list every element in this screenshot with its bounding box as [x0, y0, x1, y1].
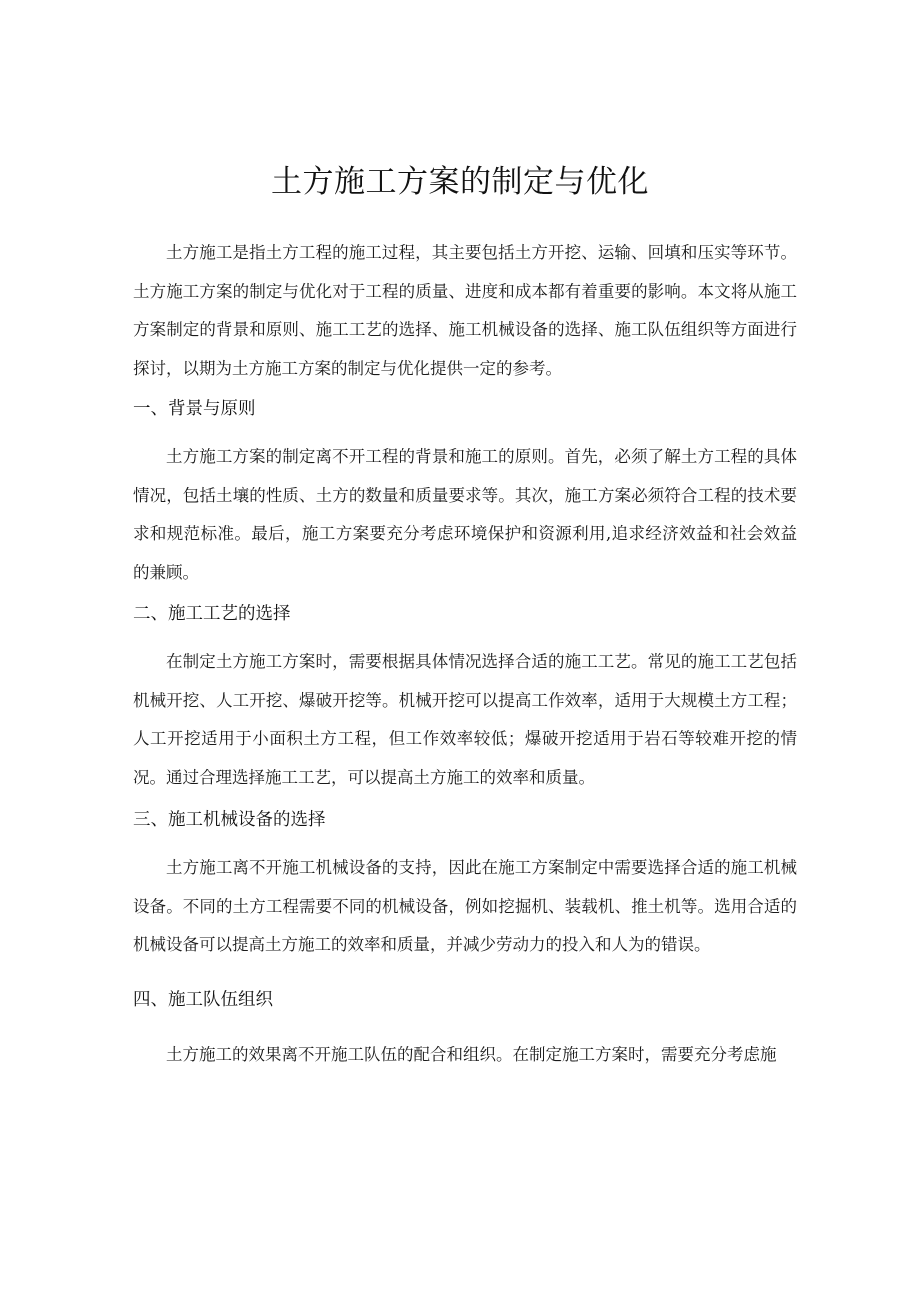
- document-title: 土方施工方案的制定与优化: [271, 164, 649, 200]
- section-heading-machinery-selection: 三、施工机械设备的选择: [133, 810, 326, 830]
- section-heading-background-principles: 一、背景与原则: [133, 399, 256, 419]
- section-heading-team-organization: 四、施工队伍组织: [133, 990, 273, 1010]
- section-heading-construction-process: 二、施工工艺的选择: [133, 604, 291, 624]
- section-body-background-principles: 土方施工方案的制定离不开工程的背景和施工的原则。首先，必须了解土方工程的具体情况，包括土壤的性质、土方的数量和质量要求等。其次，施工方案必须符合工程的技术要求和规范标准。最后，施工方案要充分考虑环境保护和资源利用,追求经济效益和社会效益的兼顾。: [133, 447, 797, 582]
- section-body-construction-process: 在制定土方施工方案时，需要根据具体情况选择合适的施工工艺。常见的施工工艺包括机械开挖、人工开挖、爆破开挖等。机械开挖可以提高工作效率，适用于大规模土方工程；人工开挖适用于小面积土方工程，但工作效率较低；爆破开挖适用于岩石等较难开挖的情况。通过合理选择施工工艺，可以提高土方施工的效率和质量。: [133, 652, 797, 787]
- section-body-team-organization: 土方施工的效果离不开施工队伍的配合和组织。在制定施工方案时，需要充分考虑施: [166, 1045, 777, 1064]
- intro-paragraph: 土方施工是指土方工程的施工过程，其主要包括土方开挖、运输、回填和压实等环节。土方施工方案的制定与优化对于工程的质量、进度和成本都有着重要的影响。本文将从施工方案制定的背景和原则、施工工艺的选择、施工机械设备的选择、施工队伍组织等方面进行探讨，以期为土方施工方案的制定与优化提供一定的参考。: [133, 243, 797, 378]
- section-body-machinery-selection: 土方施工离不开施工机械设备的支持，因此在施工方案制定中需要选择合适的施工机械设备。不同的土方工程需要不同的机械设备，例如挖掘机、装载机、推土机等。选用合适的机械设备可以提高土方施工的效率和质量，并减少劳动力的投入和人为的错误。: [133, 858, 797, 954]
